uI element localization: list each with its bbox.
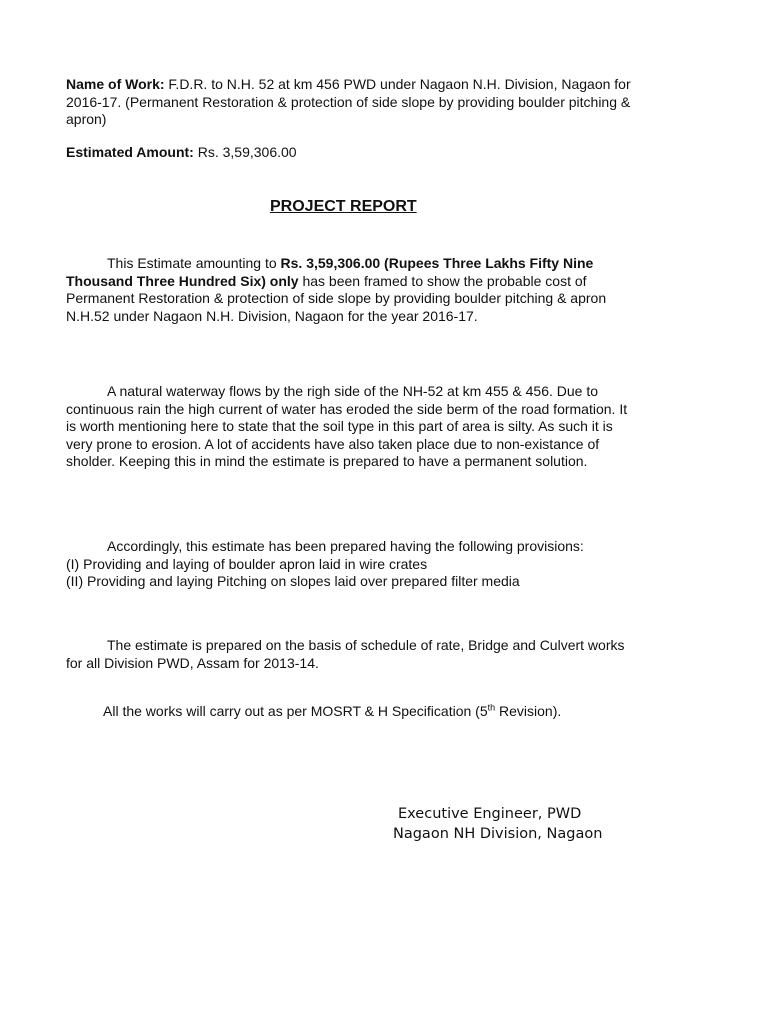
paragraph-specification	[66, 703, 646, 721]
paragraph-estimate-rest: has been framed to show the probable cost of Permanent Restoration & protection of side slope by providing boulder pitching & apron N.H.52 under Nagaon N.H. Division, Nagaon for the year 2016-17.	[66, 272, 607, 324]
estimated-amount-text: Rs. 3,59,306.00	[193, 144, 297, 160]
estimated-amount-label: Estimated Amount:	[66, 144, 194, 160]
paragraph-estimate-lead: This Estimate amounting to	[107, 255, 281, 271]
signature-line-2: Nagaon NH Division, Nagaon	[393, 826, 603, 842]
estimated-amount	[66, 144, 646, 162]
provision-item: (I) Providing and laying of boulder apron laid in wire crates	[66, 555, 428, 572]
page-title: PROJECT REPORT	[270, 198, 417, 215]
signature-line-1: Executive Engineer, PWD	[398, 806, 582, 822]
paragraph-schedule-text: The estimate is prepared on the basis of schedule of rate, Bridge and Culvert works for all Division PWD, Assam for 2013-14.	[66, 637, 625, 671]
paragraph-estimate-amount: Rs. 3,59,306.00 (Rupees Three Lakhs Fifty Nine Thousand Three Hundred Six) only	[66, 255, 594, 289]
paragraph-schedule	[66, 637, 636, 672]
specification-text-after: Revision).	[495, 703, 562, 719]
name-of-work-label: Name of Work:	[66, 76, 165, 92]
provisions-intro-line	[66, 538, 646, 556]
specification-sup: th	[487, 702, 496, 713]
paragraph-waterway	[66, 383, 641, 471]
name-of-work	[66, 76, 646, 129]
provision-item: (II) Providing and laying Pitching on slopes laid over prepared filter media	[66, 573, 520, 589]
paragraph-waterway-text: A natural waterway flows by the righ side of the NH-52 at km 455 & 456. Due to continuous rain the high current of water has eroded the side berm of the road formation. It is worth mentioning here to state that the soil type in this part of area is silty. As such it is very prone to erosion. A lot of accidents have also taken place due to non-existance of sholder. Keeping this in mind the estimate is prepared to have a permanent solution.	[66, 383, 628, 469]
paragraph-provisions	[66, 538, 646, 591]
paragraph-estimate	[66, 255, 641, 325]
name-of-work-text: F.D.R. to N.H. 52 at km 456 PWD under Nagaon N.H. Division, Nagaon for 2016-17. (Permanent Restoration & protection of side slope by providing boulder pitching & apron)	[66, 76, 631, 127]
specification-text-before: All the works will carry out as per MOSRT & H Specification (5	[103, 703, 488, 719]
provisions-intro: Accordingly, this estimate has been prepared having the following provisions:	[107, 538, 584, 554]
